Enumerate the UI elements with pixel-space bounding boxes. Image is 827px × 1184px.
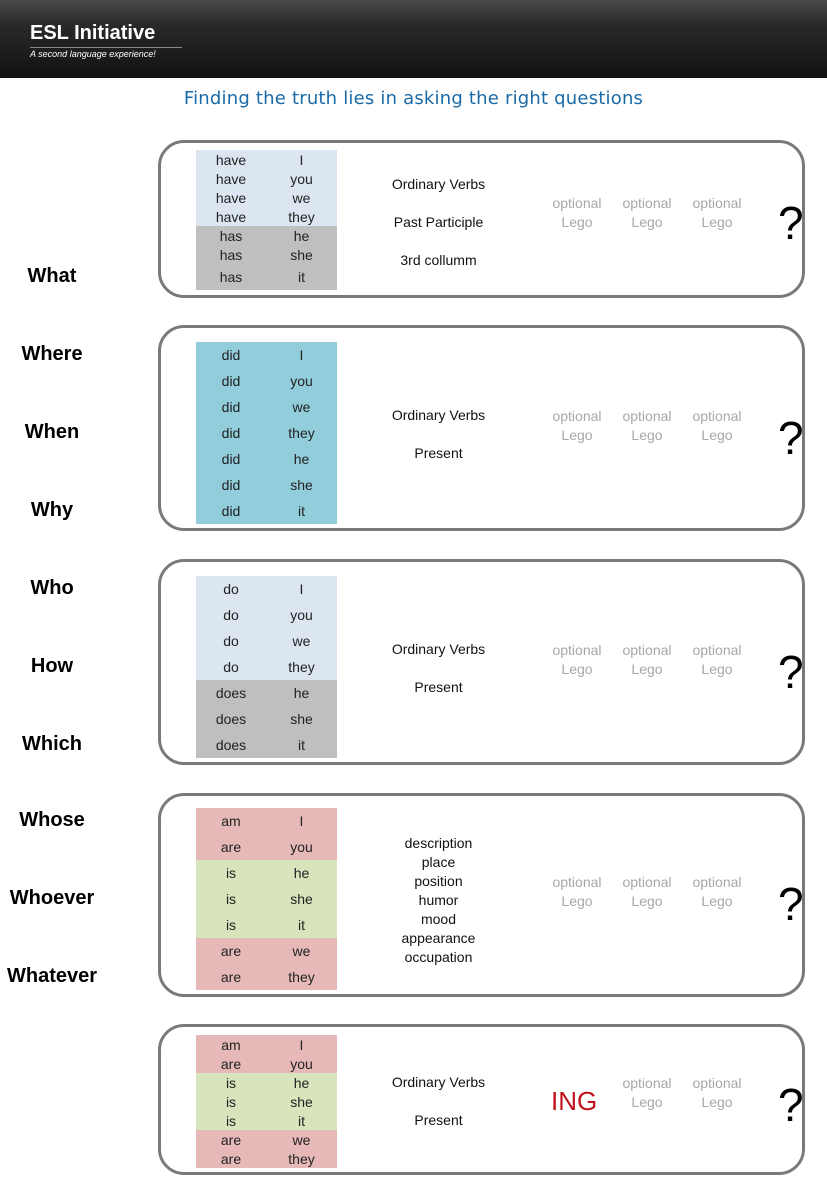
optional-label: optional [552,874,602,890]
lego-label: Lego [701,214,733,230]
grid-row [196,245,337,264]
aux-verb: does [215,685,247,701]
optional-label: optional [622,874,672,890]
grid-row [196,808,337,834]
auxiliary-grid [196,342,337,524]
optional-label: optional [692,642,742,658]
subject-pronoun: she [290,477,313,493]
grid-row [196,1111,337,1130]
auxiliary-grid [196,576,337,758]
optional-label: optional [552,408,602,424]
aux-verb: did [221,347,241,363]
subject-pronoun: I [299,813,304,829]
subject-pronoun: they [288,969,315,985]
optional-label: optional [552,195,602,211]
grid-row [196,654,337,680]
subject-pronoun: it [298,503,305,519]
aux-verb: do [223,633,239,649]
auxiliary-grid [196,1035,337,1168]
verb-form-label: Present [414,445,463,461]
optional-label: optional [692,408,742,424]
grid-row [196,602,337,628]
aux-verb: has [219,246,243,263]
grid-row [196,912,337,938]
lego-label: Lego [701,427,733,443]
question-word-how: How [30,655,74,677]
grid-row [196,964,337,990]
site-title: ESL Initiative [30,22,156,44]
verb-form-label: Ordinary Verbs [391,1074,486,1090]
subject-pronoun: she [290,711,313,727]
subject-pronoun: it [298,917,305,933]
optional-lego-slot [542,873,612,911]
verb-form-label: Ordinary Verbs [391,176,486,192]
optional-label: optional [622,408,672,424]
optional-label: optional [622,1075,672,1091]
auxiliary-grid [196,808,337,990]
ing-suffix: ING [551,1086,598,1116]
grid-row [196,834,337,860]
complement-label: position [414,873,463,889]
subject-pronoun: it [298,1112,305,1129]
lego-label: Lego [631,214,663,230]
aux-verb: are [220,969,242,985]
aux-verb: have [215,208,247,225]
verb-form-label: 3rd collumm [400,252,477,268]
aux-verb: are [220,1150,242,1167]
question-mark: ? [778,412,804,464]
grid-row [196,1073,337,1092]
lego-label: Lego [631,427,663,443]
subject-pronoun: she [290,891,313,907]
lego-label: Lego [631,1094,663,1110]
lego-label: Lego [701,661,733,677]
aux-verb: has [219,227,243,244]
optional-lego-slot [612,641,682,679]
grid-row [196,860,337,886]
question-mark: ? [778,878,804,930]
grid-row [196,226,337,245]
aux-verb: is [225,865,237,881]
aux-verb: am [221,813,241,829]
subject-pronoun: they [288,1150,315,1167]
question-word-whoever: Whoever [9,887,95,909]
subject-pronoun: we [292,943,311,959]
tagline: Finding the truth lies in asking the right questions [183,88,644,109]
pattern-box-progressive [158,1024,805,1175]
subject-pronoun: it [298,737,305,753]
subject-pronoun: he [293,685,310,701]
subject-pronoun: I [299,1036,304,1053]
aux-verb: do [223,581,239,597]
subject-pronoun: we [292,399,311,415]
grid-row [196,498,337,524]
lego-label: Lego [701,1094,733,1110]
optional-lego-slot [682,194,752,232]
aux-verb: did [221,451,241,467]
question-mark: ? [778,1079,804,1131]
aux-verb: have [215,151,247,168]
optional-lego-slot [542,194,612,232]
subject-pronoun: he [293,227,310,244]
question-word-where: Where [21,343,83,365]
question-word-who: Who [30,577,74,599]
subject-pronoun: they [288,659,315,675]
grid-row [196,264,337,290]
grid-row [196,732,337,758]
pattern-box-have [158,140,805,298]
grid-row [196,1130,337,1149]
lego-label: Lego [561,661,593,677]
lego-label: Lego [631,661,663,677]
lego-label: Lego [561,427,593,443]
optional-label: optional [692,195,742,211]
pattern-box-do [158,559,805,765]
subject-pronoun: he [293,865,310,881]
aux-verb: are [220,943,242,959]
aux-verb: is [225,1093,237,1110]
verb-form-label: Ordinary Verbs [391,641,486,657]
grid-row [196,886,337,912]
aux-verb: has [219,269,243,285]
optional-label: optional [692,1075,742,1091]
aux-verb: is [225,891,237,907]
question-word-when: When [24,421,80,443]
optional-label: optional [622,642,672,658]
aux-verb: did [221,477,241,493]
verb-form-label: Present [414,679,463,695]
grid-row [196,169,337,188]
site-subtitle: A second language experience! [30,47,182,59]
subject-pronoun: I [299,581,304,597]
subject-pronoun: you [290,1055,313,1072]
optional-lego-slot [682,641,752,679]
subject-pronoun: you [290,170,313,187]
subject-pronoun: we [292,633,311,649]
question-word-why: Why [30,499,74,521]
optional-lego-slot [542,641,612,679]
grid-row [196,680,337,706]
grid-row [196,368,337,394]
aux-verb: are [220,839,242,855]
optional-label: optional [622,195,672,211]
grid-row [196,472,337,498]
complement-label: description [404,835,473,851]
subject-pronoun: we [292,1131,311,1148]
question-word-whatever: Whatever [6,965,98,987]
optional-lego-slot [612,873,682,911]
aux-verb: is [225,1074,237,1091]
subject-pronoun: he [293,451,310,467]
question-word-whose: Whose [19,809,85,831]
aux-verb: is [225,917,237,933]
verb-form-label: Ordinary Verbs [391,407,486,423]
lego-label: Lego [561,893,593,909]
verb-form-label: Present [414,1112,463,1128]
subject-pronoun: they [288,425,315,441]
grid-row [196,706,337,732]
optional-lego-slot [612,194,682,232]
subject-pronoun: you [290,839,313,855]
subject-pronoun: she [290,1093,313,1110]
grid-row [196,1092,337,1111]
complement-label: occupation [404,949,473,965]
subject-pronoun: I [299,151,304,168]
aux-verb: do [223,659,239,675]
grid-row [196,628,337,654]
question-mark: ? [778,197,804,249]
header-banner [0,0,827,78]
grid-row [196,446,337,472]
complement-label: humor [418,892,459,908]
optional-lego-slot [612,1074,682,1112]
grid-row [196,188,337,207]
aux-verb: did [221,399,241,415]
aux-verb: are [220,1055,242,1072]
optional-lego-slot [542,407,612,445]
auxiliary-grid [196,150,337,290]
aux-verb: did [221,425,241,441]
aux-verb: is [225,1112,237,1129]
lego-label: Lego [631,893,663,909]
grid-row [196,342,337,368]
pattern-box-did [158,325,805,531]
aux-verb: did [221,373,241,389]
optional-lego-slot [682,407,752,445]
lego-label: Lego [701,893,733,909]
optional-lego-slot [612,407,682,445]
optional-label: optional [552,642,602,658]
grid-row [196,938,337,964]
aux-verb: have [215,189,247,206]
aux-verb: does [215,737,247,753]
grid-row [196,576,337,602]
aux-verb: am [221,1036,241,1053]
optional-label: optional [692,874,742,890]
subject-pronoun: it [298,269,305,285]
grid-row [196,1054,337,1073]
grid-row [196,150,337,169]
grid-row [196,1149,337,1168]
subject-pronoun: she [290,246,313,263]
grid-row [196,394,337,420]
complement-label: place [421,854,456,870]
question-mark: ? [778,646,804,698]
aux-verb: have [215,170,247,187]
question-word-which: Which [22,733,82,755]
grid-row [196,1035,337,1054]
pattern-box-be [158,793,805,997]
grid-row [196,420,337,446]
aux-verb: does [215,711,247,727]
grid-row [196,207,337,226]
subject-pronoun: they [288,208,315,225]
subject-pronoun: you [290,373,313,389]
optional-lego-slot [682,1074,752,1112]
verb-form-label: Past Participle [393,214,484,230]
subject-pronoun: I [299,347,304,363]
subject-pronoun: we [292,189,311,206]
aux-verb: did [221,503,241,519]
complement-label: appearance [401,930,476,946]
subject-pronoun: you [290,607,313,623]
complement-label: mood [420,911,457,927]
question-word-what: What [27,265,77,287]
aux-verb: do [223,607,239,623]
subject-pronoun: he [293,1074,310,1091]
optional-lego-slot [682,873,752,911]
aux-verb: are [220,1131,242,1148]
lego-label: Lego [561,214,593,230]
